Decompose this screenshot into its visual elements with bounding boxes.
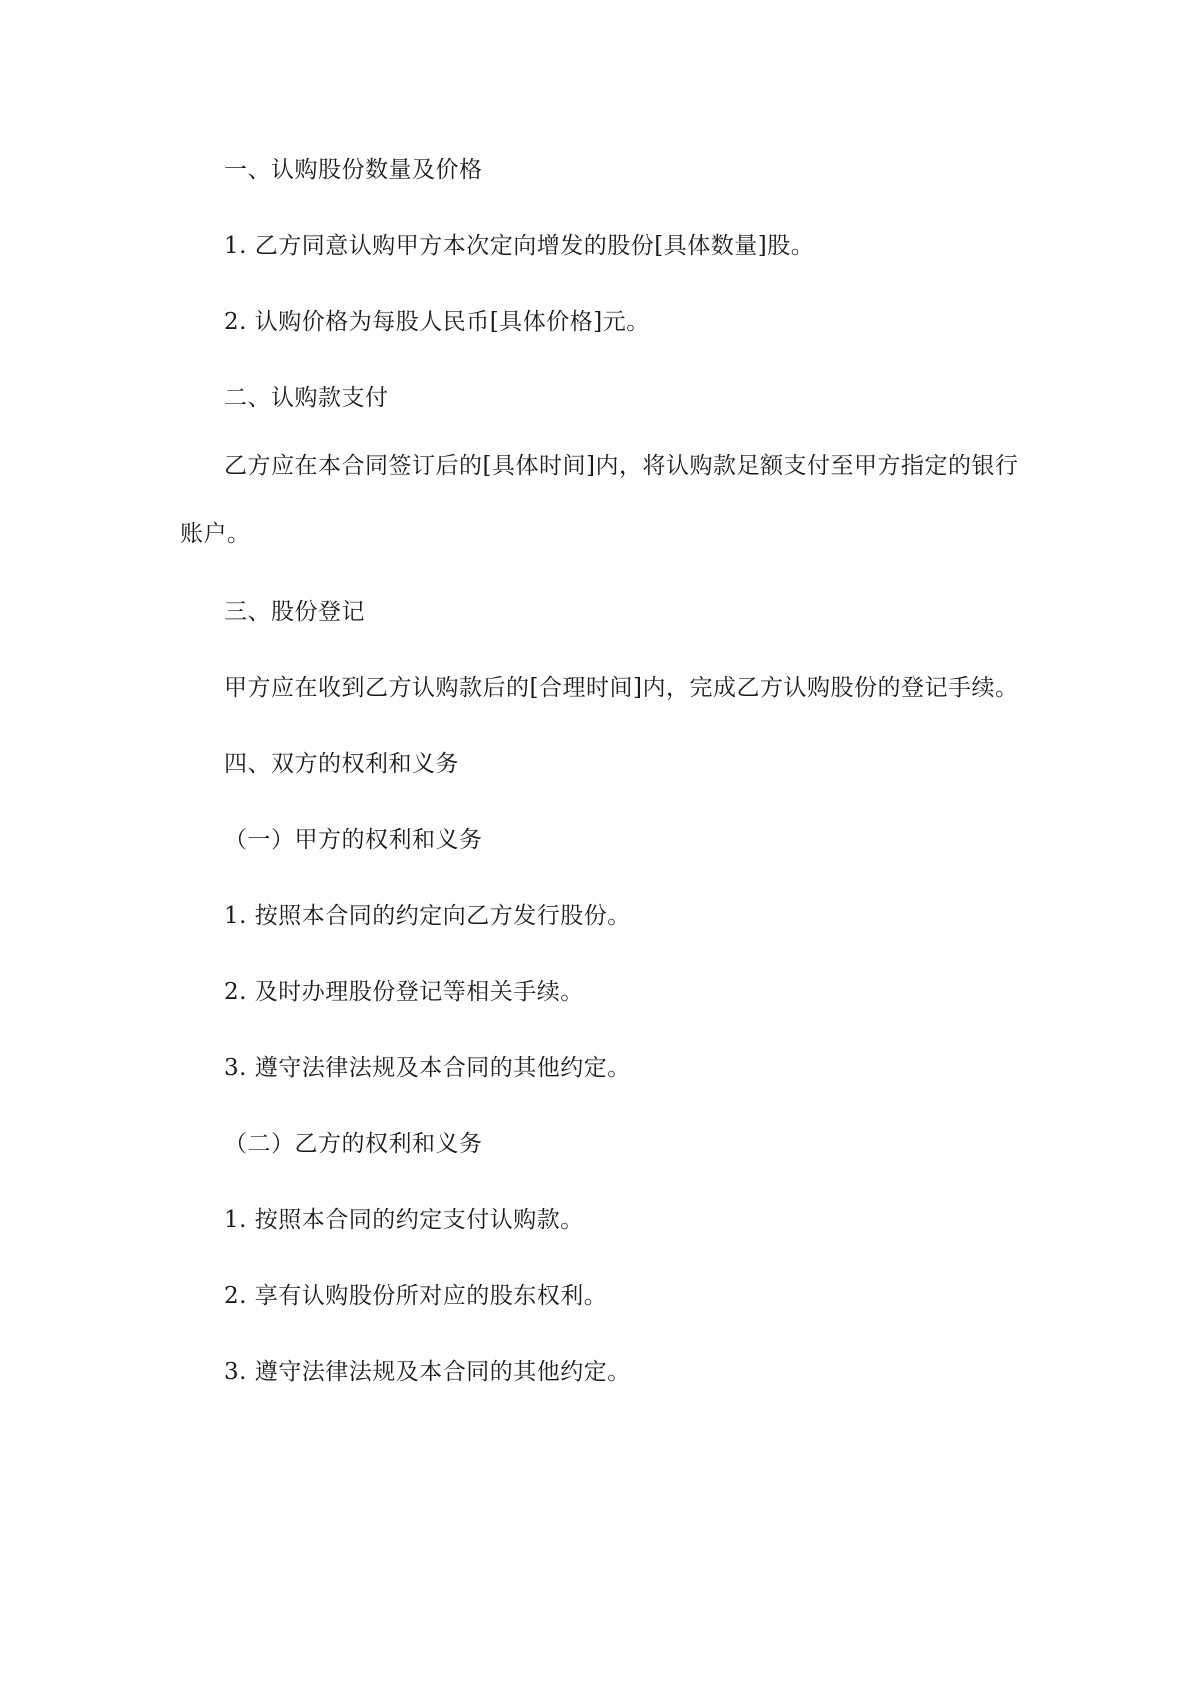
clause-1-2: 2. 认购价格为每股人民币[具体价格]元。 [224,309,650,335]
clause-4b-3: 3. 遵守法律法规及本合同的其他约定。 [224,1359,631,1385]
subsection-heading-a: （一）甲方的权利和义务 [224,827,483,853]
paragraph-registration: 甲方应在收到乙方认购款后的[合理时间]内，完成乙方认购股份的登记手续。 [224,675,1019,701]
section-heading-3: 三、股份登记 [224,599,365,625]
section-heading-1: 一、认购股份数量及价格 [224,157,483,183]
clause-4a-1: 1. 按照本合同的约定向乙方发行股份。 [224,903,631,929]
clause-4a-2: 2. 及时办理股份登记等相关手续。 [224,979,584,1005]
section-heading-2: 二、认购款支付 [224,385,389,411]
clause-1-1: 1. 乙方同意认购甲方本次定向增发的股份[具体数量]股。 [224,233,815,259]
clause-4a-3: 3. 遵守法律法规及本合同的其他约定。 [224,1055,631,1081]
paragraph-payment: 乙方应在本合同签订后的[具体时间]内，将认购款足额支付至甲方指定的银行账户。 [180,453,1019,547]
clause-4b-1: 1. 按照本合同的约定支付认购款。 [224,1207,584,1233]
section-heading-4: 四、双方的权利和义务 [224,751,459,777]
clause-4b-2: 2. 享有认购股份所对应的股东权利。 [224,1283,608,1309]
subsection-heading-b: （二）乙方的权利和义务 [224,1131,483,1157]
